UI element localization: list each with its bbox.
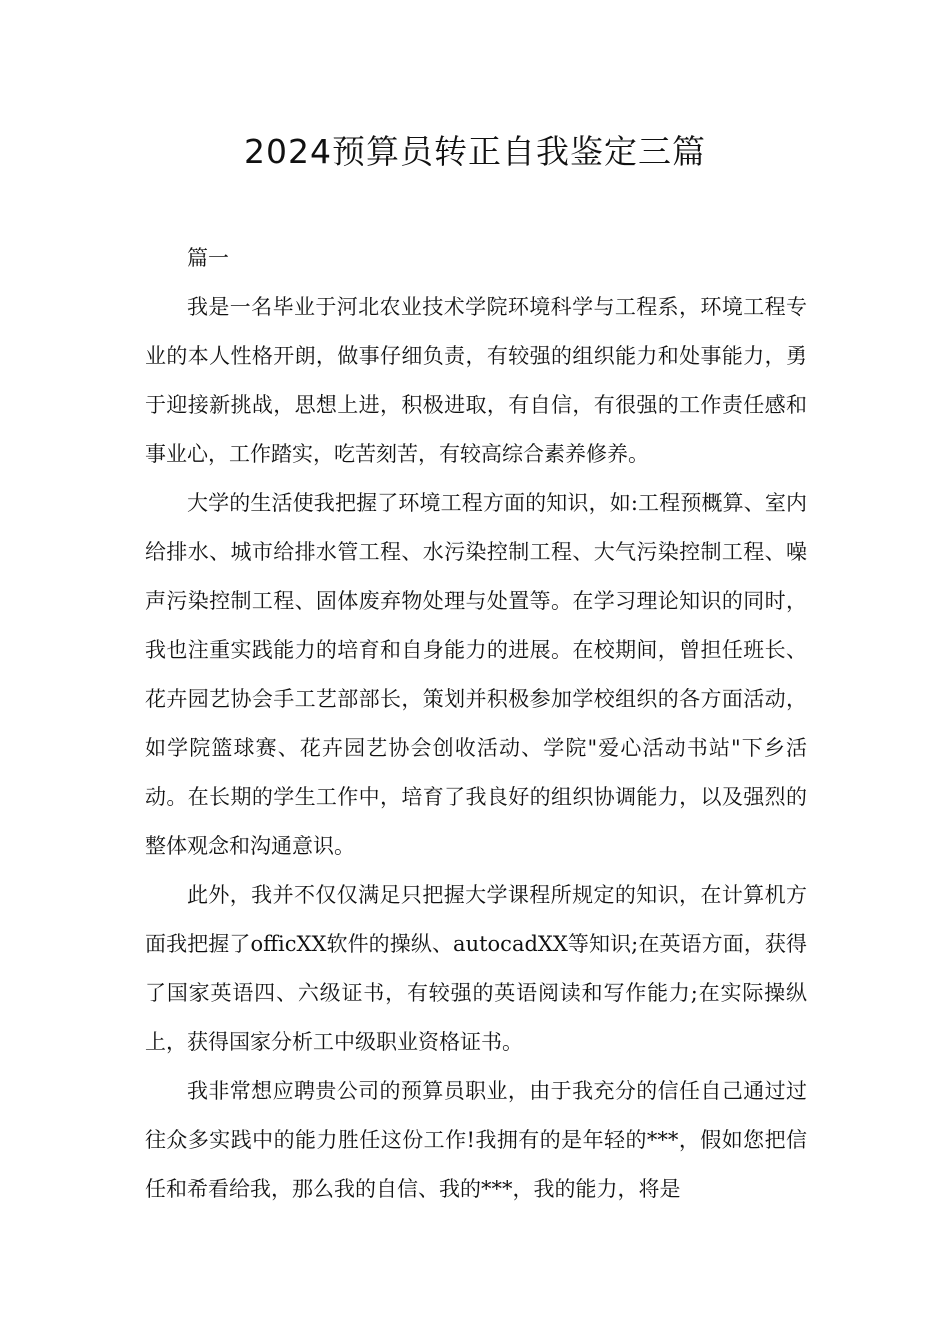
- paragraph-2: 大学的生活使我把握了环境工程方面的知识，如:工程预概算、室内给排水、城市给排水管工程、水污染控制工程、大气污染控制工程、噪声污染控制工程、固体废弃物处理与处置等。在学习理论知识的同时，我也注重实践能力的培育和自身能力的进展。在校期间，曾担任班长、花卉园艺协会手工艺部部长，策划并积极参加学校组织的各方面活动，如学院篮球赛、花卉园艺协会创收活动、学院"爱心活动书站"下乡活动。在长期的学生工作中，培育了我良好的组织协调能力，以及强烈的整体观念和沟通意识。: [145, 491, 807, 858]
- paragraph-3: 此外，我并不仅仅满足只把握大学课程所规定的知识，在计算机方面我把握了officXX软件的操纵、autocadXX等知识;在英语方面，获得了国家英语四、六级证书，有较强的英语阅读和写作能力;在实际操纵上，获得国家分析工中级职业资格证书。: [145, 883, 807, 1054]
- paragraph-4: 我非常想应聘贵公司的预算员职业，由于我充分的信任自己通过过往众多实践中的能力胜任这份工作!我拥有的是年轻的***，假如您把信任和希看给我，那么我的自信、我的***，我的能力，将是: [145, 1079, 807, 1201]
- document-title: 2024预算员转正自我鉴定三篇: [244, 132, 706, 171]
- paragraph-1: 我是一名毕业于河北农业技术学院环境科学与工程系，环境工程专业的本人性格开朗，做事仔细负责，有较强的组织能力和处事能力，勇于迎接新挑战，思想上进，积极进取，有自信，有很强的工作责任感和事业心，工作踏实，吃苦刻苦，有较高综合素养修养。: [145, 295, 807, 466]
- document-body: [145, 234, 807, 1214]
- section-heading: 篇一: [187, 246, 229, 270]
